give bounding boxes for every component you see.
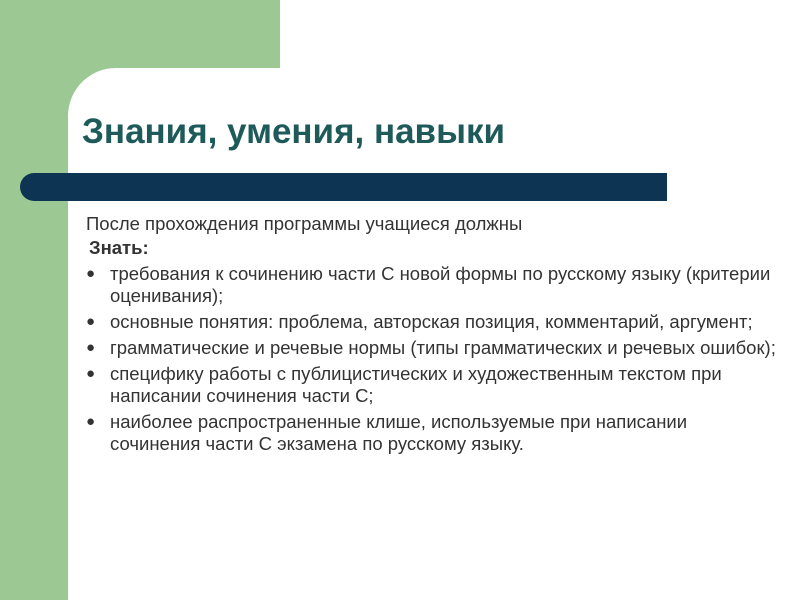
list-item: [86, 411, 776, 455]
list-item-text: основные понятия: проблема, авторская позиция, комментарий, аргумент;: [110, 311, 753, 332]
list-item-text: наиболее распространенные клише, используемые при написании сочинения части С экзамена по русскому языку.: [110, 411, 688, 454]
list-item: [86, 363, 776, 407]
list-item: [86, 337, 776, 359]
bullet-dot-icon: ●: [86, 339, 96, 356]
knowledge-list: [86, 263, 776, 455]
bullet-dot-icon: ●: [86, 313, 96, 330]
intro-text: После прохождения программы учащиеся должны: [86, 213, 523, 234]
list-item-text: требования к сочинению части С новой формы по русскому языку (критерии оценивания);: [110, 263, 771, 306]
title-underline-bar: [20, 173, 667, 201]
list-item-text: специфику работы с публицистических и художественным текстом при написании сочинения части С;: [110, 363, 722, 406]
slide-body: [86, 213, 776, 459]
bullet-dot-icon: ●: [86, 365, 96, 382]
bullet-dot-icon: ●: [86, 413, 96, 430]
list-item-text: грамматические и речевые нормы (типы грамматических и речевых ошибок);: [110, 337, 776, 358]
list-item: [86, 311, 776, 333]
know-label: Знать:: [89, 237, 149, 258]
list-item: [86, 263, 776, 307]
bullet-dot-icon: ●: [86, 265, 96, 282]
slide-title: Знания, умения, навыки: [82, 112, 505, 151]
green-side-strip: [0, 0, 68, 600]
